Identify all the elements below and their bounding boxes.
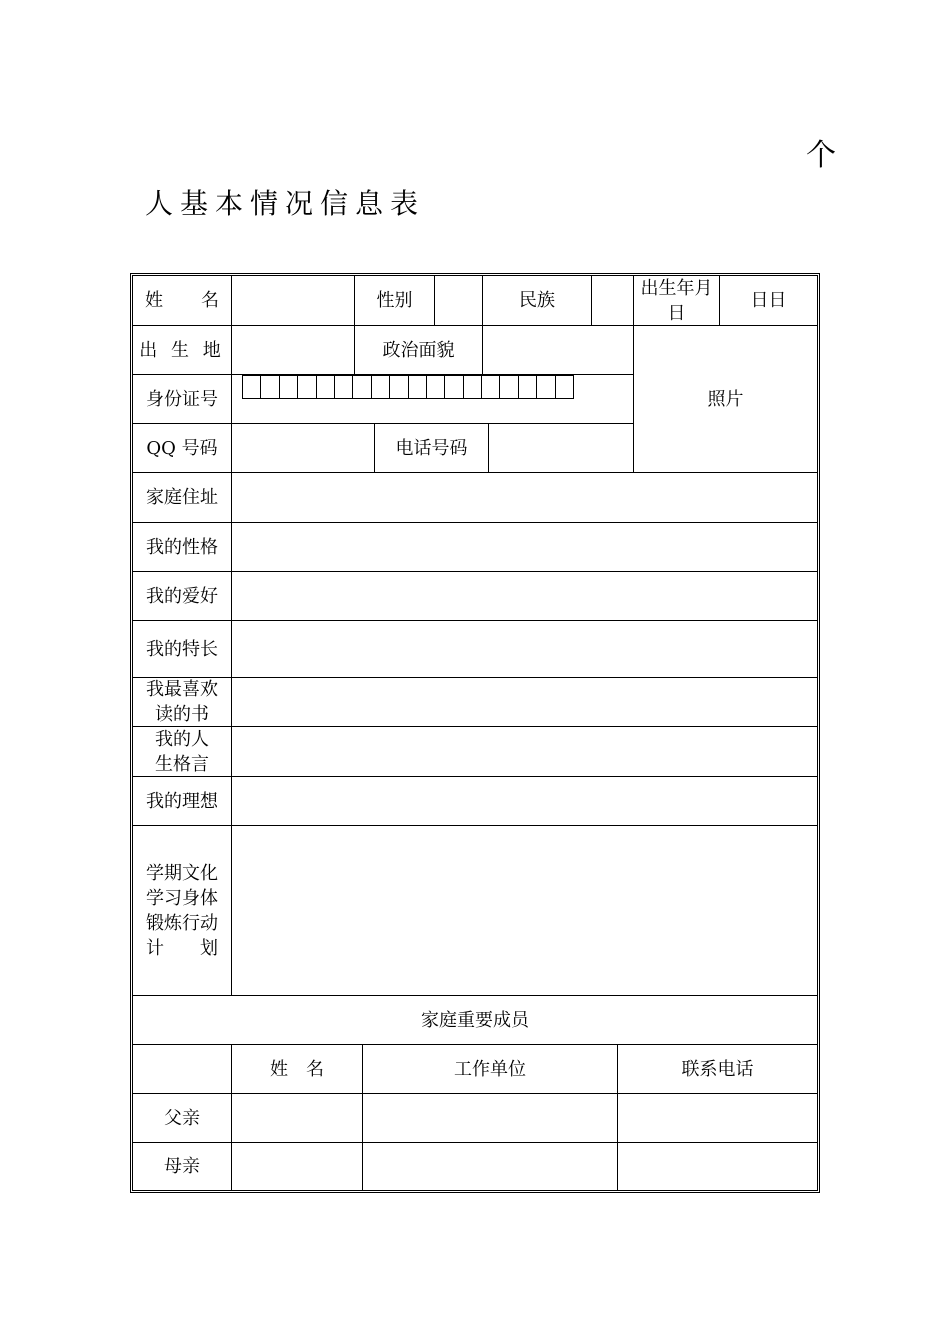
- id-digit-box[interactable]: [445, 375, 463, 399]
- birth-date-label: 出生年月日: [640, 277, 713, 324]
- id-number-label: 身份证号: [146, 388, 218, 410]
- favorite-book-value-field[interactable]: [232, 678, 817, 726]
- hobby-value-field[interactable]: [232, 572, 817, 620]
- hobby-label: 我的爱好: [146, 585, 218, 607]
- id-digit-box[interactable]: [280, 375, 298, 399]
- id-digit-box[interactable]: [298, 375, 316, 399]
- plan-label-line: 学习身体: [146, 887, 218, 909]
- personality-value-field[interactable]: [232, 523, 817, 571]
- qq-label: QQ 号码: [146, 437, 218, 459]
- plan-value-field[interactable]: [232, 826, 817, 995]
- phone-value-field[interactable]: [489, 424, 633, 472]
- title-first-char: 个: [806, 138, 836, 173]
- birthplace-label: 出 生 地: [139, 339, 225, 361]
- id-digit-box[interactable]: [372, 375, 390, 399]
- plan-label-line: 锻炼行动: [146, 912, 218, 934]
- political-status-label: 政治面貌: [382, 339, 455, 361]
- id-digit-box[interactable]: [261, 375, 279, 399]
- phone-label: 电话号码: [395, 437, 468, 459]
- id-digit-box[interactable]: [482, 375, 500, 399]
- mother-work-field[interactable]: [363, 1143, 617, 1190]
- ideal-label: 我的理想: [146, 790, 218, 812]
- father-work-field[interactable]: [363, 1094, 617, 1142]
- family-col-name: 姓 名: [270, 1058, 324, 1080]
- ethnicity-label: 民族: [519, 290, 555, 311]
- name-label-char2: 名: [201, 290, 219, 311]
- political-status-value-field[interactable]: [483, 326, 633, 374]
- address-value-field[interactable]: [232, 473, 817, 522]
- ethnicity-value-field[interactable]: [592, 276, 633, 325]
- specialty-value-field[interactable]: [232, 621, 817, 677]
- name-value-field[interactable]: [232, 276, 354, 325]
- plan-label-line: 学期文化: [146, 862, 218, 884]
- gender-label: 性别: [376, 290, 413, 311]
- father-name-field[interactable]: [232, 1094, 362, 1142]
- id-digit-box[interactable]: [390, 375, 408, 399]
- address-label: 家庭住址: [146, 487, 218, 508]
- id-number-boxes[interactable]: [242, 375, 574, 399]
- photo-placeholder[interactable]: 照片: [707, 388, 744, 410]
- info-form-table: [130, 273, 820, 1193]
- specialty-label: 我的特长: [146, 638, 218, 660]
- id-digit-box[interactable]: [243, 375, 261, 399]
- id-digit-box[interactable]: [353, 375, 371, 399]
- qq-value-field[interactable]: [232, 424, 374, 472]
- personality-label: 我的性格: [146, 536, 218, 558]
- id-digit-box[interactable]: [317, 375, 335, 399]
- id-digit-box[interactable]: [556, 375, 574, 399]
- father-label: 父亲: [164, 1107, 200, 1129]
- mother-label: 母亲: [164, 1156, 200, 1177]
- id-digit-box[interactable]: [409, 375, 427, 399]
- plan-label: [133, 826, 231, 995]
- id-digit-box[interactable]: [464, 375, 482, 399]
- birth-date-value[interactable]: 日日: [750, 290, 787, 311]
- id-digit-box[interactable]: [500, 375, 518, 399]
- father-phone-field[interactable]: [618, 1094, 817, 1142]
- family-section-title: 家庭重要成员: [421, 1009, 529, 1031]
- gender-value-field[interactable]: [435, 276, 482, 325]
- page-title: 人基本情况信息表: [145, 187, 426, 220]
- motto-label: 我的人生格言: [155, 728, 209, 775]
- ideal-value-field[interactable]: [232, 777, 817, 825]
- name-label-char1: 姓: [145, 290, 163, 311]
- family-header-blank: [133, 1045, 231, 1093]
- id-digit-box[interactable]: [427, 375, 445, 399]
- name-label: [133, 276, 231, 325]
- favorite-book-label: 我最喜欢读的书: [146, 679, 218, 725]
- mother-phone-field[interactable]: [618, 1143, 817, 1190]
- birthplace-value-field[interactable]: [232, 326, 354, 374]
- plan-label-line: 计 划: [146, 937, 218, 959]
- id-digit-box[interactable]: [335, 375, 353, 399]
- mother-name-field[interactable]: [232, 1143, 362, 1190]
- motto-value-field[interactable]: [232, 727, 817, 776]
- id-digit-box[interactable]: [519, 375, 537, 399]
- id-digit-box[interactable]: [537, 375, 555, 399]
- family-col-phone: 联系电话: [681, 1058, 754, 1080]
- family-col-work: 工作单位: [454, 1058, 526, 1080]
